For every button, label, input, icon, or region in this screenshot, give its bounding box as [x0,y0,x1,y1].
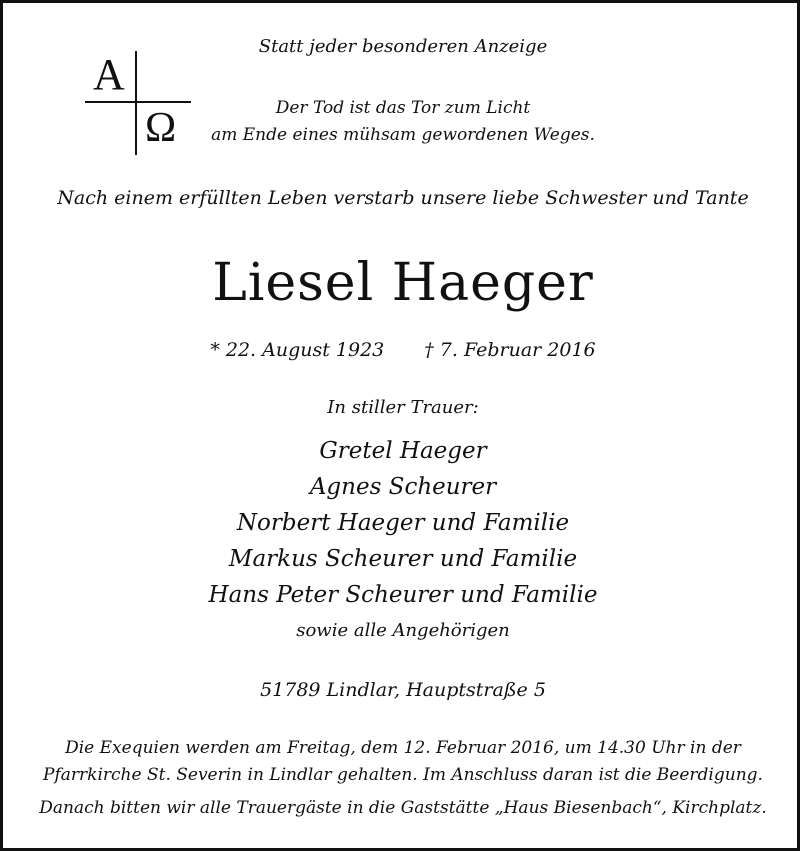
intro-text: Statt jeder besonderen Anzeige [258,36,548,57]
lead-text: Nach einem erfüllten Leben verstarb unsere liebe Schwester und Tante [57,187,749,209]
mourner-entry: Agnes Scheurer [309,474,497,500]
deceased-name: Liesel Haeger [212,253,594,313]
relatives-text: sowie alle Angehörigen [296,620,510,641]
address-text: 51789 Lindlar, Hauptstraße 5 [260,679,546,701]
funeral-info-line-3: Danach bitten wir alle Trauergäste in die Gaststätte „Haus Biesenbach“, Kirchplatz. [39,798,767,818]
quote-line-2: am Ende eines mühsam gewordenen Weges. [211,125,595,145]
mourner-entry: Norbert Haeger und Familie [236,510,570,536]
mourner-entry: Gretel Haeger [319,438,487,464]
death-date: † 7. Februar 2016 [424,339,596,361]
alpha-glyph: A [93,50,125,99]
mourning-heading: In stiller Trauer: [327,397,479,418]
cross-vertical-line [135,51,137,155]
omega-glyph: Ω [145,105,177,151]
mourners-list [3,433,800,613]
birth-date: * 22. August 1923 [210,339,385,361]
funeral-info-line-1: Die Exequien werden am Freitag, dem 12. Februar 2016, um 14.30 Uhr in der [65,738,741,758]
mourner-entry: Hans Peter Scheurer und Familie [208,582,598,608]
mourner-entry: Markus Scheurer und Familie [228,546,578,572]
life-dates [3,339,800,361]
quote-line-1: Der Tod ist das Tor zum Licht [275,98,531,118]
funeral-info-line-2: Pfarrkirche St. Severin in Lindlar gehalten. Im Anschluss daran ist die Beerdigung. [43,765,763,785]
